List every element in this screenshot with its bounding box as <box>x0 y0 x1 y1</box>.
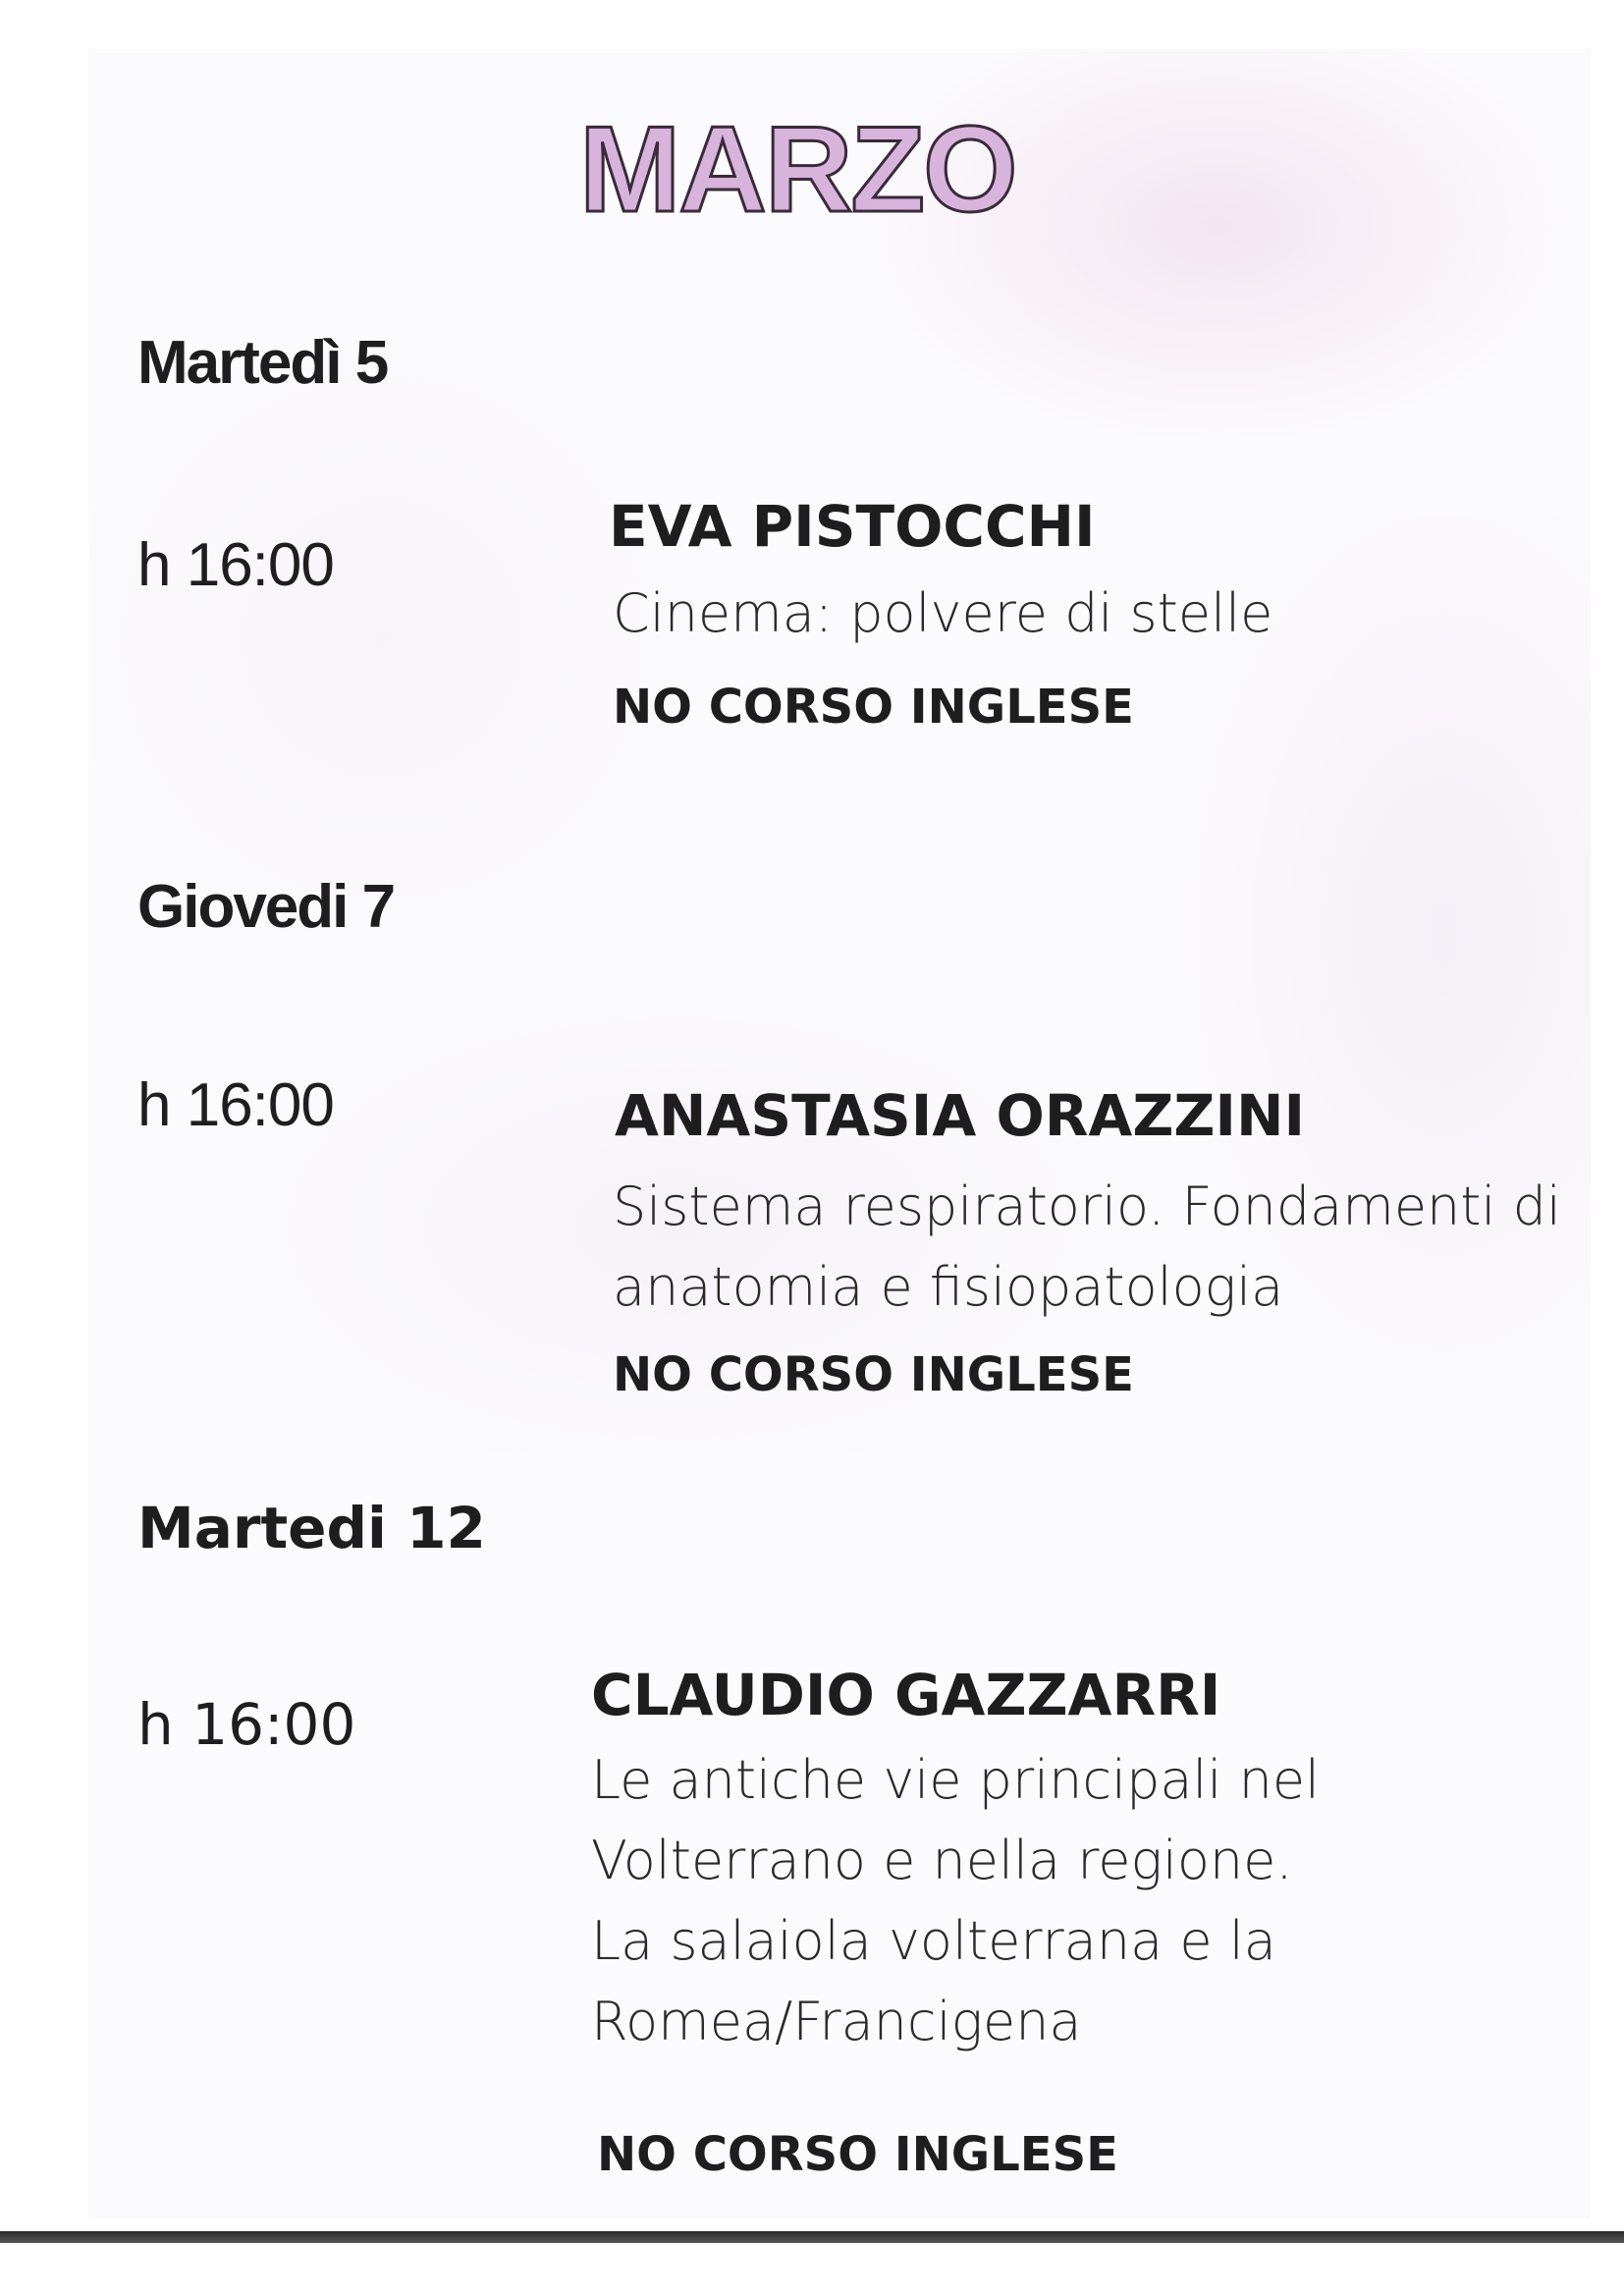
no-english-course-notice: NO CORSO INGLESE <box>613 680 1134 735</box>
talk-title-line: Cinema: polvere di stelle <box>613 582 1273 644</box>
talk-title-line: Le antiche vie principali nel <box>591 1749 1321 1811</box>
talk-title-line: Volterrano e nella regione. <box>591 1830 1293 1891</box>
month-title: MARZO <box>579 102 1016 238</box>
event-time: h 16:00 <box>137 531 334 599</box>
event-time: h 16:00 <box>137 1691 356 1758</box>
event-time: h 16:00 <box>137 1071 334 1139</box>
event-day: Martedi 12 <box>137 1495 486 1561</box>
event-day: Giovedi 7 <box>137 873 395 941</box>
talk-title-line: Sistema respiratorio. Fondamenti di <box>613 1175 1561 1237</box>
page-bottom-edge <box>0 2231 1624 2243</box>
event-day: Martedì 5 <box>137 329 388 397</box>
speaker-name: EVA PISTOCCHI <box>609 493 1096 560</box>
no-english-course-notice: NO CORSO INGLESE <box>613 1347 1134 1402</box>
talk-title-line: anatomia e fisiopatologia <box>613 1256 1284 1318</box>
talk-title-line: La salaiola volterrana e la <box>591 1910 1276 1972</box>
no-english-course-notice: NO CORSO INGLESE <box>597 2127 1118 2182</box>
talk-title-line: Romea/Francigena <box>591 1991 1082 2052</box>
speaker-name: CLAUDIO GAZZARRI <box>591 1662 1221 1728</box>
speaker-name: ANASTASIA ORAZZINI <box>615 1082 1306 1149</box>
